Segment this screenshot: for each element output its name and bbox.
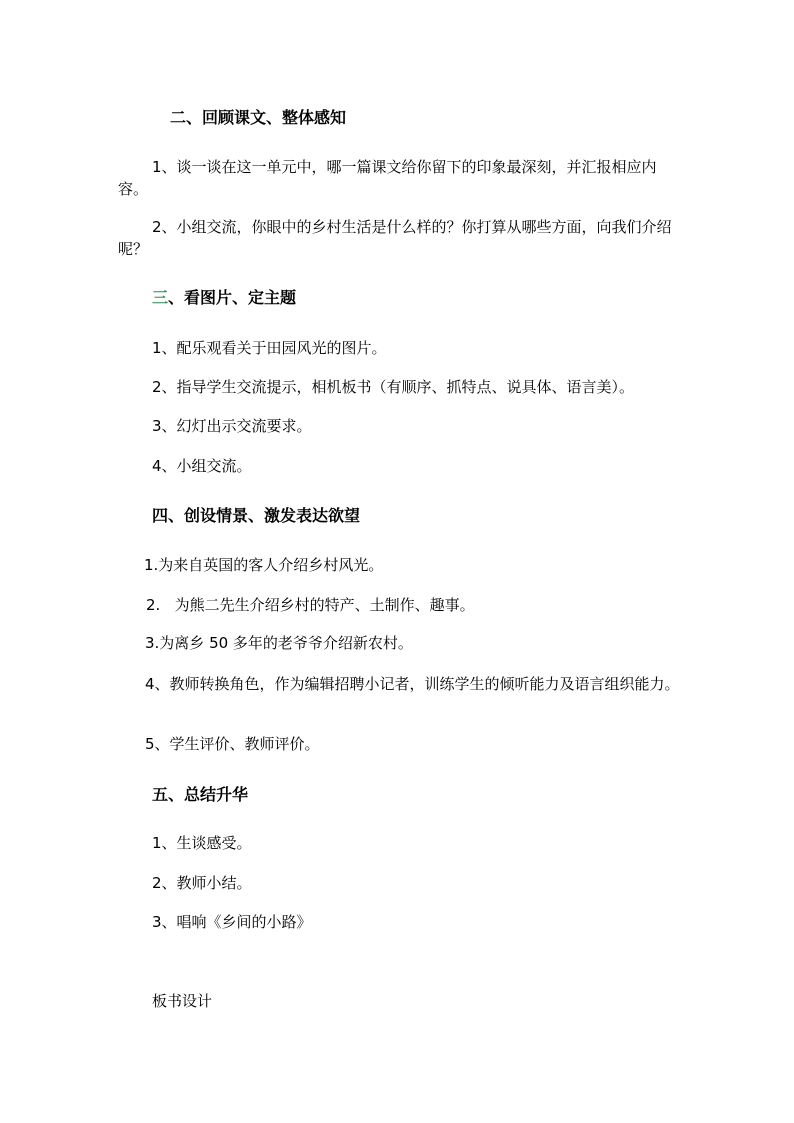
list-item: 1、生谈感受。 bbox=[152, 834, 252, 852]
list-item: 3、唱响《乡间的小路》 bbox=[152, 913, 312, 931]
list-item: 2、教师小结。 bbox=[152, 874, 252, 892]
list-item: 2、指导学生交流提示，相机板书（有顺序、抓特点、说具体、语言美）。 bbox=[152, 378, 635, 396]
section-heading-pictures bbox=[152, 287, 296, 309]
list-item: 2、小组交流，你眼中的乡村生活是什么样的？你打算从哪些方面，向我们介绍呢？ bbox=[118, 218, 672, 258]
list-item: 1.为来自英国的客人介绍乡村风光。 bbox=[144, 556, 384, 574]
list-item: 3、幻灯出示交流要求。 bbox=[152, 417, 312, 435]
section-heading-review: 二、回顾课文、整体感知 bbox=[170, 108, 347, 127]
section-heading-summary: 五、总结升华 bbox=[152, 785, 249, 804]
list-item: 1、谈一谈在这一单元中，哪一篇课文给你留下的印象最深刻，并汇报相应内容。 bbox=[118, 158, 657, 198]
list-item: 2. 为熊二先生介绍乡村的特产、土制作、趣事。 bbox=[146, 596, 475, 614]
list-item: 5、学生评价、教师评价。 bbox=[145, 735, 320, 753]
list-item: 4、教师转换角色，作为编辑招聘小记者，训练学生的倾听能力及语言组织能力。 bbox=[145, 675, 680, 693]
section-heading-scenario: 四、创设情景、激发表达欲望 bbox=[152, 506, 361, 525]
heading-number: 三 bbox=[152, 288, 169, 307]
list-item: 3.为离乡 50 多年的老爷爷介绍新农村。 bbox=[145, 634, 413, 652]
board-design-label: 板书设计 bbox=[152, 992, 213, 1010]
heading-text: 、看图片、定主题 bbox=[168, 288, 297, 307]
list-item: 1、配乐观看关于田园风光的图片。 bbox=[152, 339, 387, 357]
list-item: 4、小组交流。 bbox=[152, 457, 252, 475]
